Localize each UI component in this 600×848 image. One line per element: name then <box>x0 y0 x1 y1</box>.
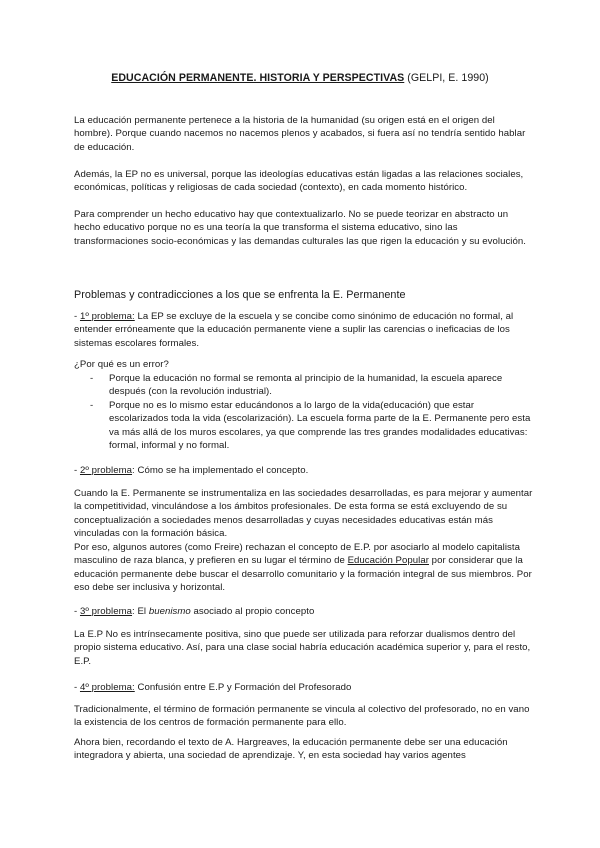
problem-3-label: 3º problema <box>79 606 133 617</box>
problem-2-text: : Cómo se ha implementado el concepto. <box>132 465 309 476</box>
problem-1-bullet: - <box>74 311 80 322</box>
problem-3-italic-term: buenismo <box>148 606 191 617</box>
problem-3-paragraph <box>74 605 534 618</box>
intro-paragraph-1: La educación permanente pertenece a la historia de la humanidad (su origen está en el origen del hombre). Porque cuando nacemos no nacemos plenos y acabados, si fuera así no tendría sentido hablar de educación. <box>74 115 526 153</box>
problem-2-label: 2º problema <box>79 465 133 476</box>
problem-4-label: 4º problema: <box>79 682 135 693</box>
problem-4-body-1: Tradicionalmente, el término de formación permanente se vincula al colectivo del profesorado, no en vano la existencia de los centros de formación permanente para ello. <box>74 704 530 729</box>
problem-4-body-2: Ahora bien, recordando el texto de A. Hargreaves, la educación permanente debe ser una educación integradora y abierta, una sociedad de aprendizaje. Y, en esta sociedad hay varios agentes <box>74 737 508 762</box>
problem-3-bullet: - <box>74 606 80 617</box>
problem-1-paragraph <box>74 310 534 350</box>
reason-text: Porque no es lo mismo estar educándonos a lo largo de la vida(educación) que estar escolarizados toda la vida (escolarización). La escuela forma parte de la E. Permanente pero esta va más allá de los muros escolares, ya que comprende las tres grandes modalidades educativas: formal, informal y no formal. <box>109 399 531 452</box>
title-main: EDUCACIÓN PERMANENTE. HISTORIA Y PERSPECTIVAS <box>111 72 405 84</box>
intro-paragraph-2: Además, la EP no es universal, porque las ideologías educativas están ligadas a las relaciones sociales, económicas, políticas y religiosas de cada sociedad (contexto), en cada momento histórico. <box>74 169 524 194</box>
reason-item <box>84 399 534 453</box>
problem-1-label: 1º problema: <box>79 311 135 322</box>
reason-text: Porque la educación no formal se remonta al principio de la humanidad, la escuela aparece después (con la revolución industrial). <box>109 373 503 398</box>
intro-paragraph-3: Para comprender un hecho educativo hay que contextualizarlo. No se puede teorizar en abstracto un hecho educativo porque no es una teoría la que transforma el sistema educativo, sino las transformaciones socio-económicas y las demandas culturales las que rigen la educación y su evolución. <box>74 209 526 247</box>
educacion-popular-term: Educación Popular <box>347 555 429 567</box>
problem-1-reasons <box>84 372 534 452</box>
reason-item <box>84 372 534 399</box>
problem-2-body-2 <box>74 541 534 595</box>
problem-3-text-start: : El <box>132 606 149 617</box>
problem-2-paragraph <box>74 464 534 477</box>
problem-1-text: La EP se excluye de la escuela y se concibe como sinónimo de educación no formal, al entender erróneamente que la educación permanente viene a suplir las carencias o ineficacias de los sistemas escolares formales. <box>74 311 514 349</box>
problem-2-body-2-end: por considerar que la educación permanente debe buscar el desarrollo comunitario y la formación integral de sus miembros. Por eso debe ser inclusiva y horizontal. <box>74 555 532 594</box>
document-title <box>0 71 600 85</box>
problem-4-text: Confusión entre E.P y Formación del Profesorado <box>134 682 352 693</box>
problem-2-body-1: Cuando la E. Permanente se instrumentaliza en las sociedades desarrolladas, es para mejorar y aumentar la competitividad, vinculándose a los ámbitos profesionales. De esta forma se está excluyendo de su conceptualización a sociedades menos desarrolladas y cuyas necesidades educativas están más vinculadas con la formación básica. <box>74 488 533 540</box>
problem-1-question: ¿Por qué es un error? <box>74 359 169 370</box>
problem-3-body: La E.P No es intrínsecamente positiva, sino que puede ser utilizada para reforzar dualismos dentro del propio sistema educativo. Así, para una clase social habría educación académica superior y, para el resto, E.P. <box>74 629 531 667</box>
problem-2-bullet: - <box>74 465 80 476</box>
title-citation: (GELPI, E. 1990) <box>404 72 489 84</box>
problem-4-paragraph <box>74 681 534 694</box>
problem-2-body-2-start: Por eso, algunos autores (como Freire) rechazan el concepto de E.P. por asociarlo al modelo capitalista masculino de raza blanca, y prefieren en su lugar el término de <box>74 542 520 567</box>
dash-bullet: - <box>90 373 94 384</box>
section-heading: Problemas y contradicciones a los que se enfrenta la E. Permanente <box>74 289 406 301</box>
dash-bullet: - <box>90 399 94 411</box>
problem-3-text-end: asociado al propio concepto <box>190 606 315 617</box>
problem-4-bullet: - <box>74 682 80 693</box>
